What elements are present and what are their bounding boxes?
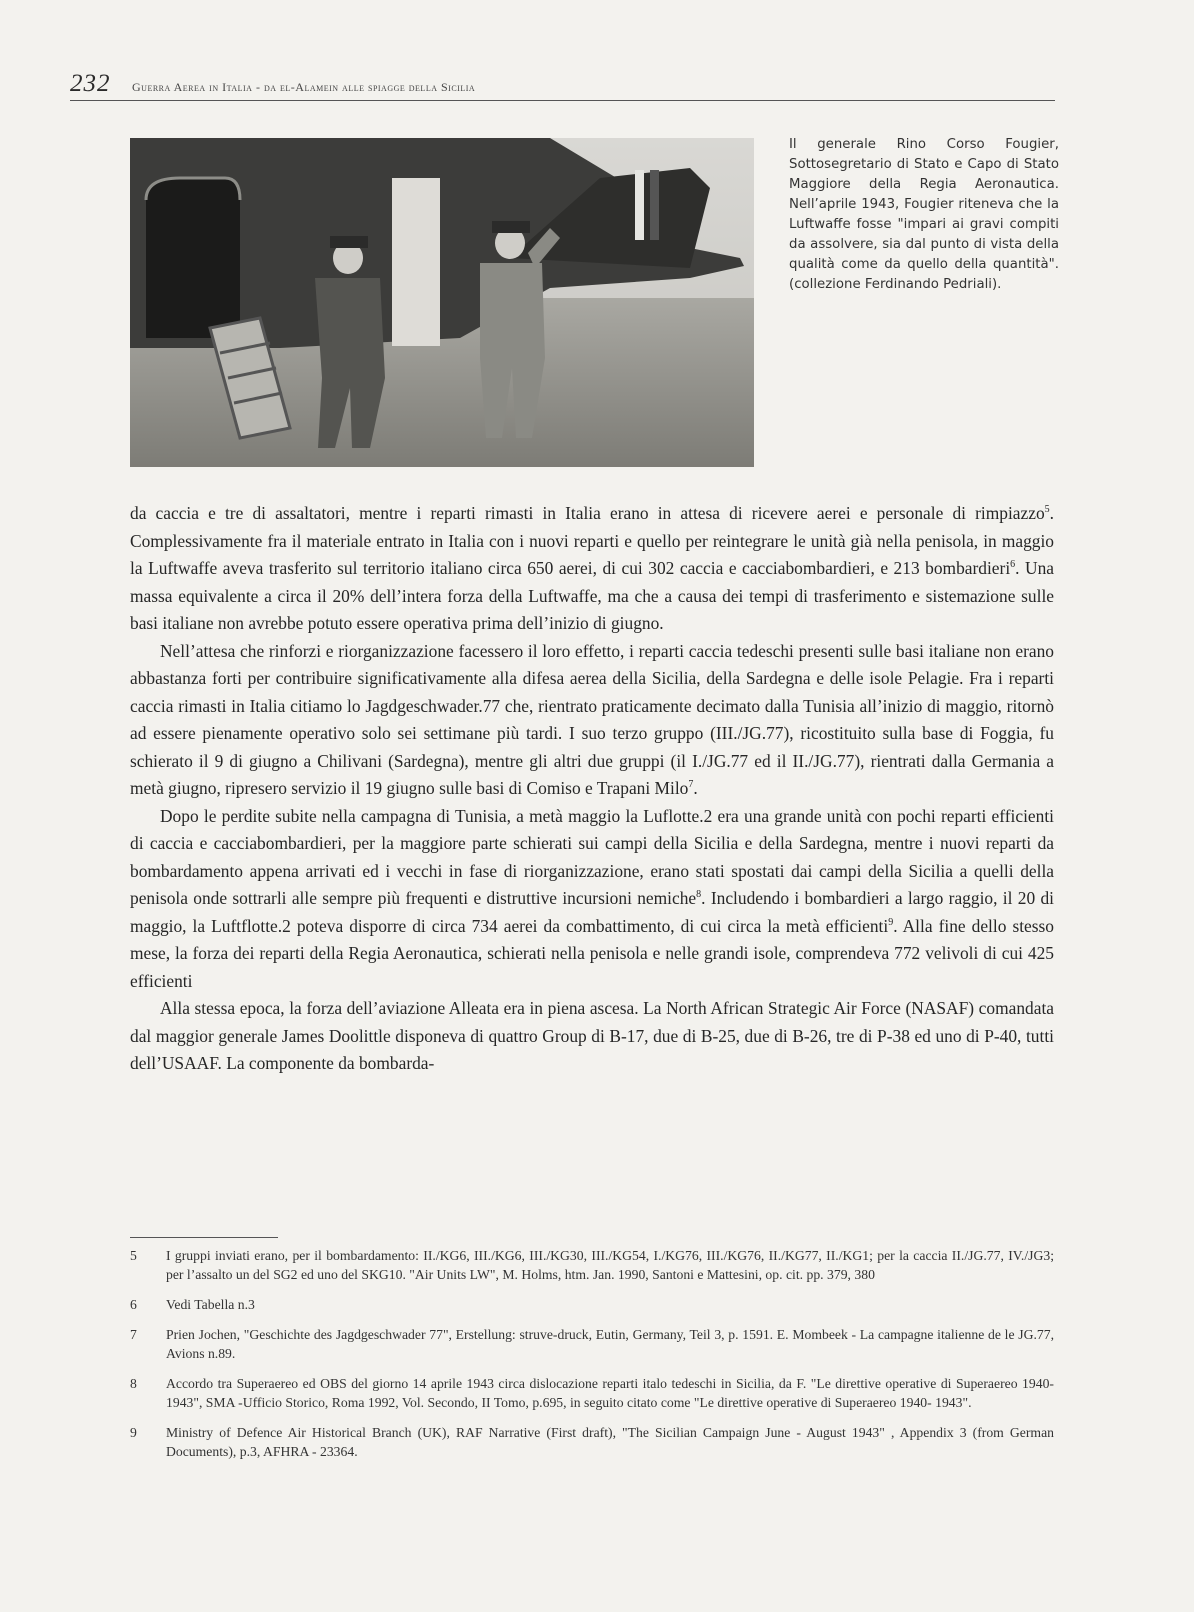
paragraph-2 [130, 638, 1054, 803]
page-number: 232 [70, 70, 111, 97]
paragraph-1-text-a: da caccia e tre di assaltatori, mentre i reparti rimasti in Italia erano in attesa di ricevere aerei e personale di rimpiazzo [130, 503, 1045, 523]
paragraph-4: Alla stessa epoca, la forza dell’aviazione Alleata era in piena ascesa. La North African Strategic Air Force (NASAF) comandata dal maggior generale James Doolittle disponeva di quattro Group di B-17, due di B-25, due di B-26, tre di P-38 ed uno di P-40, tutti dell’USAAF. La componente da bombarda- [130, 998, 1054, 1073]
footnote-number: 9 [130, 1425, 137, 1440]
footnotes [130, 1246, 1054, 1472]
footnote-ref-9: 9 [888, 916, 894, 928]
paragraph-3-text-a: Dopo le perdite subite nella campagna di Tunisia, a metà maggio la Luflotte.2 era una grande unità con pochi reparti efficienti di caccia e cacciabombardieri, per la maggiore parte schierati sui campi della Sicilia e della Sardegna, mentre i nuovi reparti da bombardamento appena arrivati ed i vecchi in fase di riorganizzazione, erano stati spostati dai campi della Sicilia a quelli della penisola onde sottrarli alle sempre più frequenti e distruttive incursioni nemiche [130, 805, 1054, 908]
footnote-text: Accordo tra Superaereo ed OBS del giorno 14 aprile 1943 circa dislocazione reparti italo tedeschi in Sicilia, da F. "Le direttive operative di Superaereo 1940- 1943", SMA -Ufficio Storico, Roma 1992, Vol. Secondo, II Tomo, p.695, in seguito citato come "Le direttive operative di Superaereo 1940- 1943". [166, 1376, 1054, 1410]
footnote-ref-7: 7 [688, 779, 694, 791]
footnote-text: I gruppi inviati erano, per il bombardamento: II./KG6, III./KG6, III./KG30, III./KG54, I./KG76, III./KG76, II./KG77, II./KG1; per la caccia II./JG.77, IV./JG3; per l’assalto un del SG2 ed uno del SKG10. "Air Units LW", M. Holms, htm. Jan. 1990, Santoni e Mattesini, op. cit. pp. 379, 380 [166, 1248, 1054, 1282]
footnote-number: 8 [130, 1376, 137, 1391]
footnote-8 [130, 1374, 1054, 1412]
footnote-ref-8: 8 [696, 889, 702, 901]
paragraph-3-text-c: . Alla fine dello stesso mese, la forza dei reparti della Regia Aeronautica, schierati nella penisola e nelle grandi isole, comprendeva 772 velivoli di cui 425 efficienti [130, 915, 1054, 991]
footnote-number: 6 [130, 1297, 137, 1312]
footnote-number: 7 [130, 1327, 137, 1342]
paragraph-2-text-a: Nell’attesa che rinforzi e riorganizzazione facessero il loro effetto, i reparti caccia tedeschi presenti sulle basi italiane non erano abbastanza forti per contribuire significativamente alla difesa aerea della Sicilia, della Sardegna e delle isole Pelagie. Fra i reparti caccia rimasti in Italia citiamo lo Jagdgeschwader.77 che, rientrato praticamente decimato dalla Tunisia all’inizio di maggio, ritornò ad essere pienamente operativo solo sei settimane più tardi. I suo terzo gruppo (III./JG.77), ricostituito sulla base di Foggia, fu schierato il 9 di giugno a Chilivani (Sardegna), mentre gli altri due gruppi (il I./JG.77 ed il II./JG.77), rientrati dalla Germania a metà giugno, ripresero servizio il 19 giugno sulle basi di Comiso e Trapani Milo [130, 640, 1054, 798]
footnote-7 [130, 1325, 1054, 1363]
paragraph-3-text-b: . Includendo i bombardieri a largo raggio, il 20 di maggio, la Luftflotte.2 poteva disporre di circa 734 aerei da combattimento, di cui circa la metà efficienti [130, 888, 1055, 936]
footnote-6 [130, 1295, 1054, 1314]
footnote-9 [130, 1423, 1054, 1461]
footnote-number: 5 [130, 1248, 137, 1263]
paragraph-1-text-c: . Una massa equivalente a circa il 20% dell’intera forza della Luftwaffe, ma che a causa dei tempi di trasferimento e sistemazione sulle basi italiane non avrebbe potuto essere operativa prima dell’inizio di giugno. [130, 558, 1054, 633]
paragraph-3 [130, 803, 1054, 996]
footnote-ref-5: 5 [1044, 504, 1050, 516]
paragraph-2-text-b: . [693, 778, 698, 798]
page-header [70, 70, 1055, 101]
footnote-text: Ministry of Defence Air Historical Branch (UK), RAF Narrative (First draft), "The Sicilian Campaign June - August 1943" , Appendix 3 (from German Documents), p.3, AFHRA - 23364. [166, 1425, 1054, 1459]
main-text [130, 500, 1054, 1078]
running-title: Guerra Aerea in Italia - da el-Alamein alle spiagge della Sicilia [132, 80, 476, 94]
caption-text: Il generale Rino Corso Fougier, Sottosegretario di Stato e Capo di Stato Maggiore della Regia Aeronautica. Nell’aprile 1943, Fougier riteneva che la Luftwaffe fosse "impari ai gravi compiti da assolvere, sia dal punto di vista della qualità come da quello della quantità". (collezione Ferdinando Pedriali). [789, 137, 1059, 292]
footnote-5 [130, 1246, 1054, 1284]
photo-figure [130, 138, 754, 467]
footnote-text: Prien Jochen, "Geschichte des Jagdgeschwader 77", Erstellung: struve-druck, Eutin, Germany, Teil 3, p. 1591. E. Mombeek - La campagne italienne de le JG.77, Avions n.89. [166, 1327, 1054, 1361]
footnote-text: Vedi Tabella n.3 [166, 1297, 255, 1312]
paragraph-1-text-b: . Complessivamente fra il materiale entrato in Italia con i nuovi reparti e quello per reintegrare le unità già nella penisola, in maggio la Luftwaffe aveva trasferito sul territorio italiano circa 650 aerei, di cui 302 caccia e cacciabombardieri, e 213 bombardieri [130, 503, 1054, 578]
figure-caption [789, 135, 1059, 295]
paragraph-1 [130, 500, 1054, 638]
footnote-ref-6: 6 [1010, 559, 1016, 571]
footnote-rule [130, 1237, 278, 1238]
